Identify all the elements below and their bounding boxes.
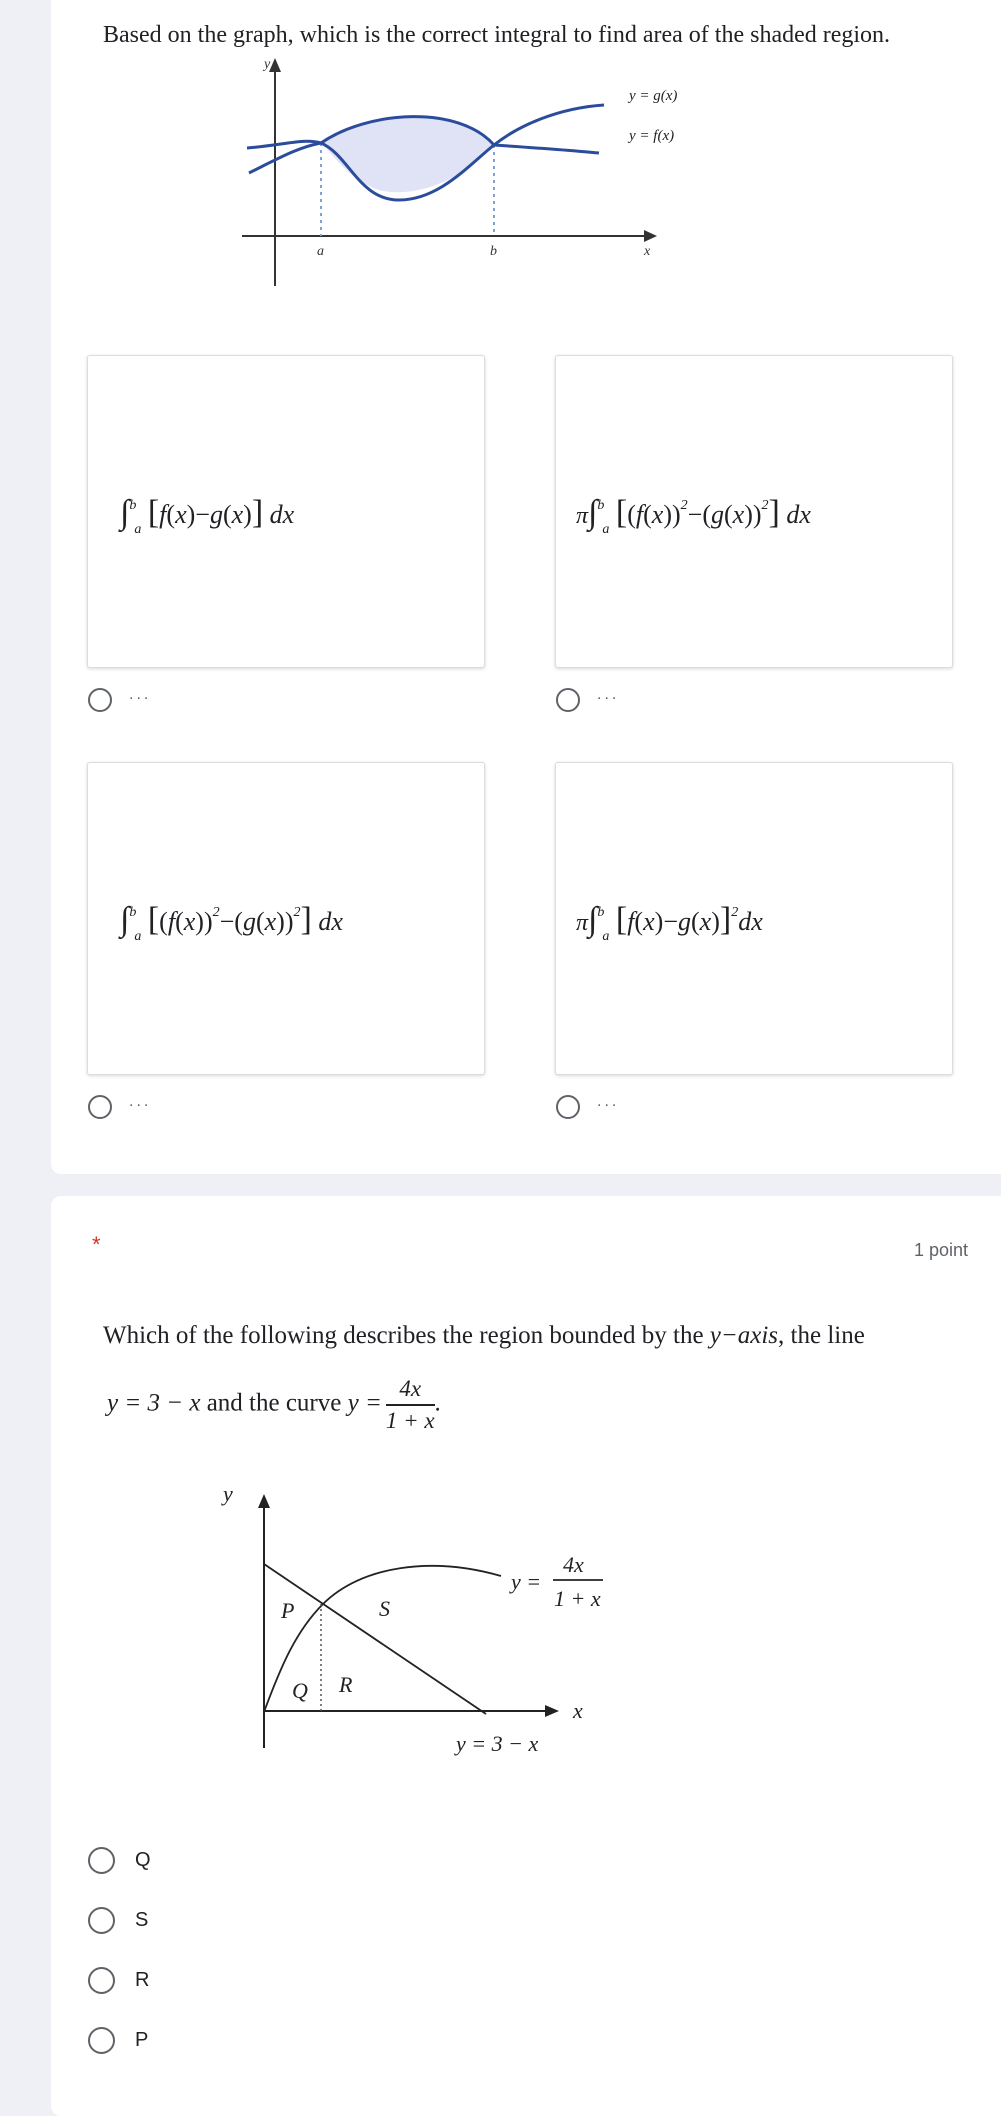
option-image-2 — [555, 355, 953, 668]
label-Q: Q — [292, 1678, 308, 1703]
option-2-radio[interactable] — [556, 688, 580, 712]
formula-4: π∫$^b_a$ $[f(x)-g(x)]^2dx$ — [576, 901, 763, 944]
option-image-4 — [555, 762, 953, 1075]
f-curve-label: y = f(x) — [629, 128, 675, 144]
question-1-prompt: Based on the graph, which is the correct integral to find area of the shaded region. — [103, 22, 891, 48]
question-2-prompt-line2: y = 3 − x and the curve y = $\frac{4x}{1 + x}$ . — [107, 1376, 441, 1433]
formula-1: ∫$^b_a$ [f(x)−g(x)] dx — [120, 494, 295, 537]
choice-P-radio[interactable] — [88, 2027, 115, 2054]
area-graph — [239, 50, 719, 290]
x-axis-arrow — [545, 1705, 559, 1717]
points-label: 1 point — [914, 1240, 969, 1260]
option-4-radio[interactable] — [556, 1095, 580, 1119]
curve-label-num: 4x — [563, 1552, 584, 1577]
choice-P-label: P — [135, 2029, 149, 2051]
question-2-prompt-line1: Which of the following describes the region bounded by the y−axis, the line — [103, 1322, 865, 1349]
x-axis-arrow — [644, 230, 657, 242]
option-4-label: ... — [597, 1093, 620, 1110]
question-card-2 — [51, 1196, 1001, 2116]
option-image-3 — [87, 762, 485, 1075]
g-curve-label: y = g(x) — [629, 88, 678, 104]
label-R: R — [339, 1672, 353, 1697]
option-1-radio[interactable] — [88, 688, 112, 712]
formula-3: ∫$^b_a$ $[(f(x))^2-(g(x))^2]$ dx — [120, 901, 343, 944]
option-3-radio[interactable] — [88, 1095, 112, 1119]
label-S: S — [379, 1596, 390, 1621]
choice-Q-label: Q — [135, 1849, 151, 1871]
choice-Q-radio[interactable] — [88, 1847, 115, 1874]
option-image-1 — [87, 355, 485, 668]
choice-R-label: R — [135, 1969, 150, 1991]
x-axis-label: x — [644, 244, 651, 259]
line-label: y = 3 − x — [456, 1731, 539, 1756]
option-2-label: ... — [597, 686, 620, 703]
y-axis-arrow — [269, 58, 281, 72]
formula-2: π∫$^b_a$ $[(f(x))^2-(g(x))^2]$ dx — [576, 494, 811, 537]
choice-S-radio[interactable] — [88, 1907, 115, 1934]
option-1-label: ... — [129, 686, 152, 703]
y-axis-label: y — [264, 57, 271, 72]
b-label: b — [490, 244, 497, 259]
x-axis-label: x — [573, 1698, 583, 1723]
option-3-label: ... — [129, 1093, 152, 1110]
a-label: a — [317, 244, 324, 259]
y-axis-label: y — [223, 1481, 233, 1506]
y-axis-arrow — [258, 1494, 270, 1508]
curve-label-lhs: y = — [511, 1569, 542, 1594]
question-card-1 — [51, 0, 1001, 1174]
choice-S-label: S — [135, 1909, 149, 1931]
region-graph — [201, 1466, 761, 1796]
choice-R-radio[interactable] — [88, 1967, 115, 1994]
curve-label-den: 1 + x — [554, 1586, 601, 1611]
label-P: P — [281, 1598, 295, 1623]
required-asterisk: * — [92, 1232, 101, 1257]
